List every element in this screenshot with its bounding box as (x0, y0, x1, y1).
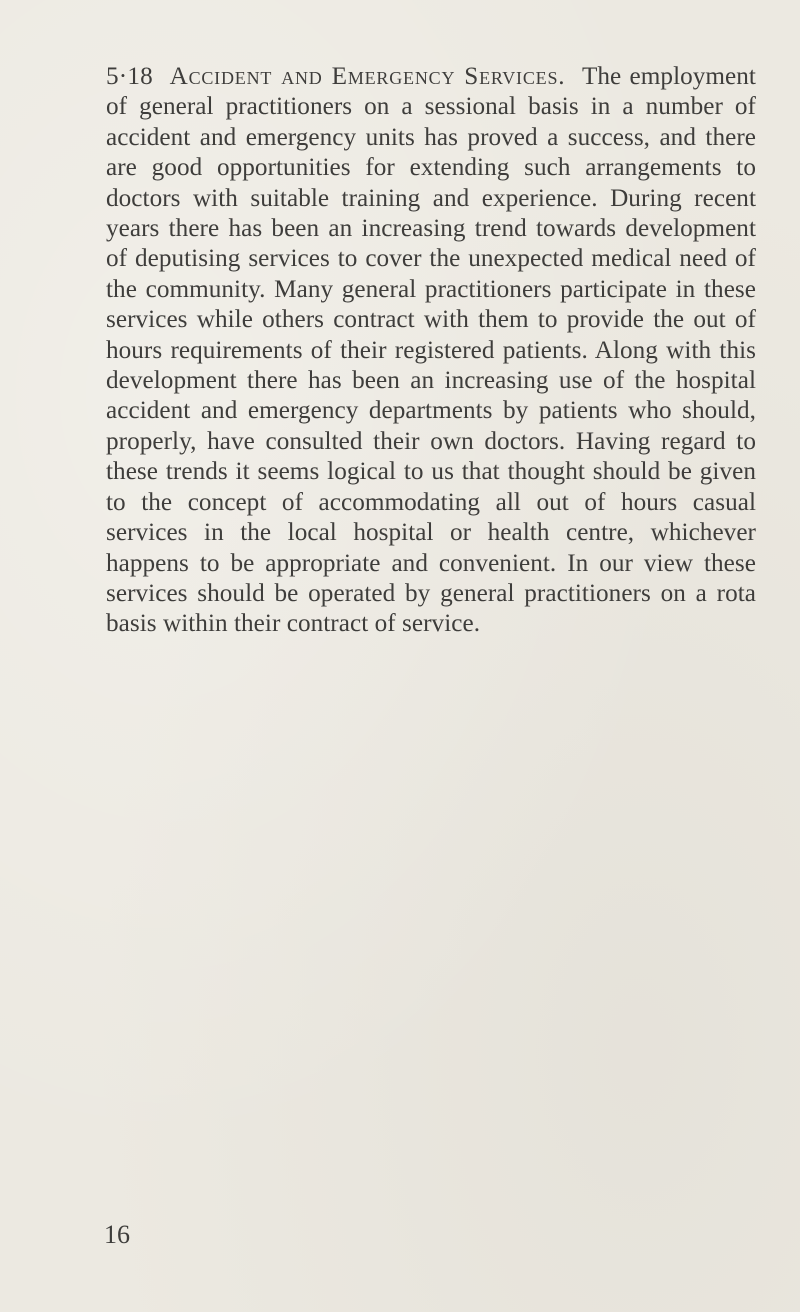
section-title: Accident and Emergency Services. (169, 63, 566, 90)
section-number: 5·18 (106, 63, 153, 90)
section-body: The employment of general practitioners on a sessional basis in a number of accident and emergency units has proved a success, and there are good opportunities for extending such arrangements to doctors with suitable training and experience. During recent years there has been an increasing trend towards development of deputising services to cover the unexpected medical need of the community. Many general practitioners participate in these services while others contract with them to provide the out of hours requirements of their registered patients. Along with this development there has been an increasing use of the hospital accident and emergency departments by patients who should, properly, have consulted their own doctors. Having regard to these trends it seems logical to us that thought should be given to the concept of accommodating all out of hours casual services in the local hospital or health centre, whichever happens to be appropriate and convenient. In our view these services should be operated by general practitioners on a rota basis within their contract of service. (106, 63, 756, 638)
page-number: 16 (104, 1220, 130, 1249)
section-paragraph (106, 62, 756, 640)
